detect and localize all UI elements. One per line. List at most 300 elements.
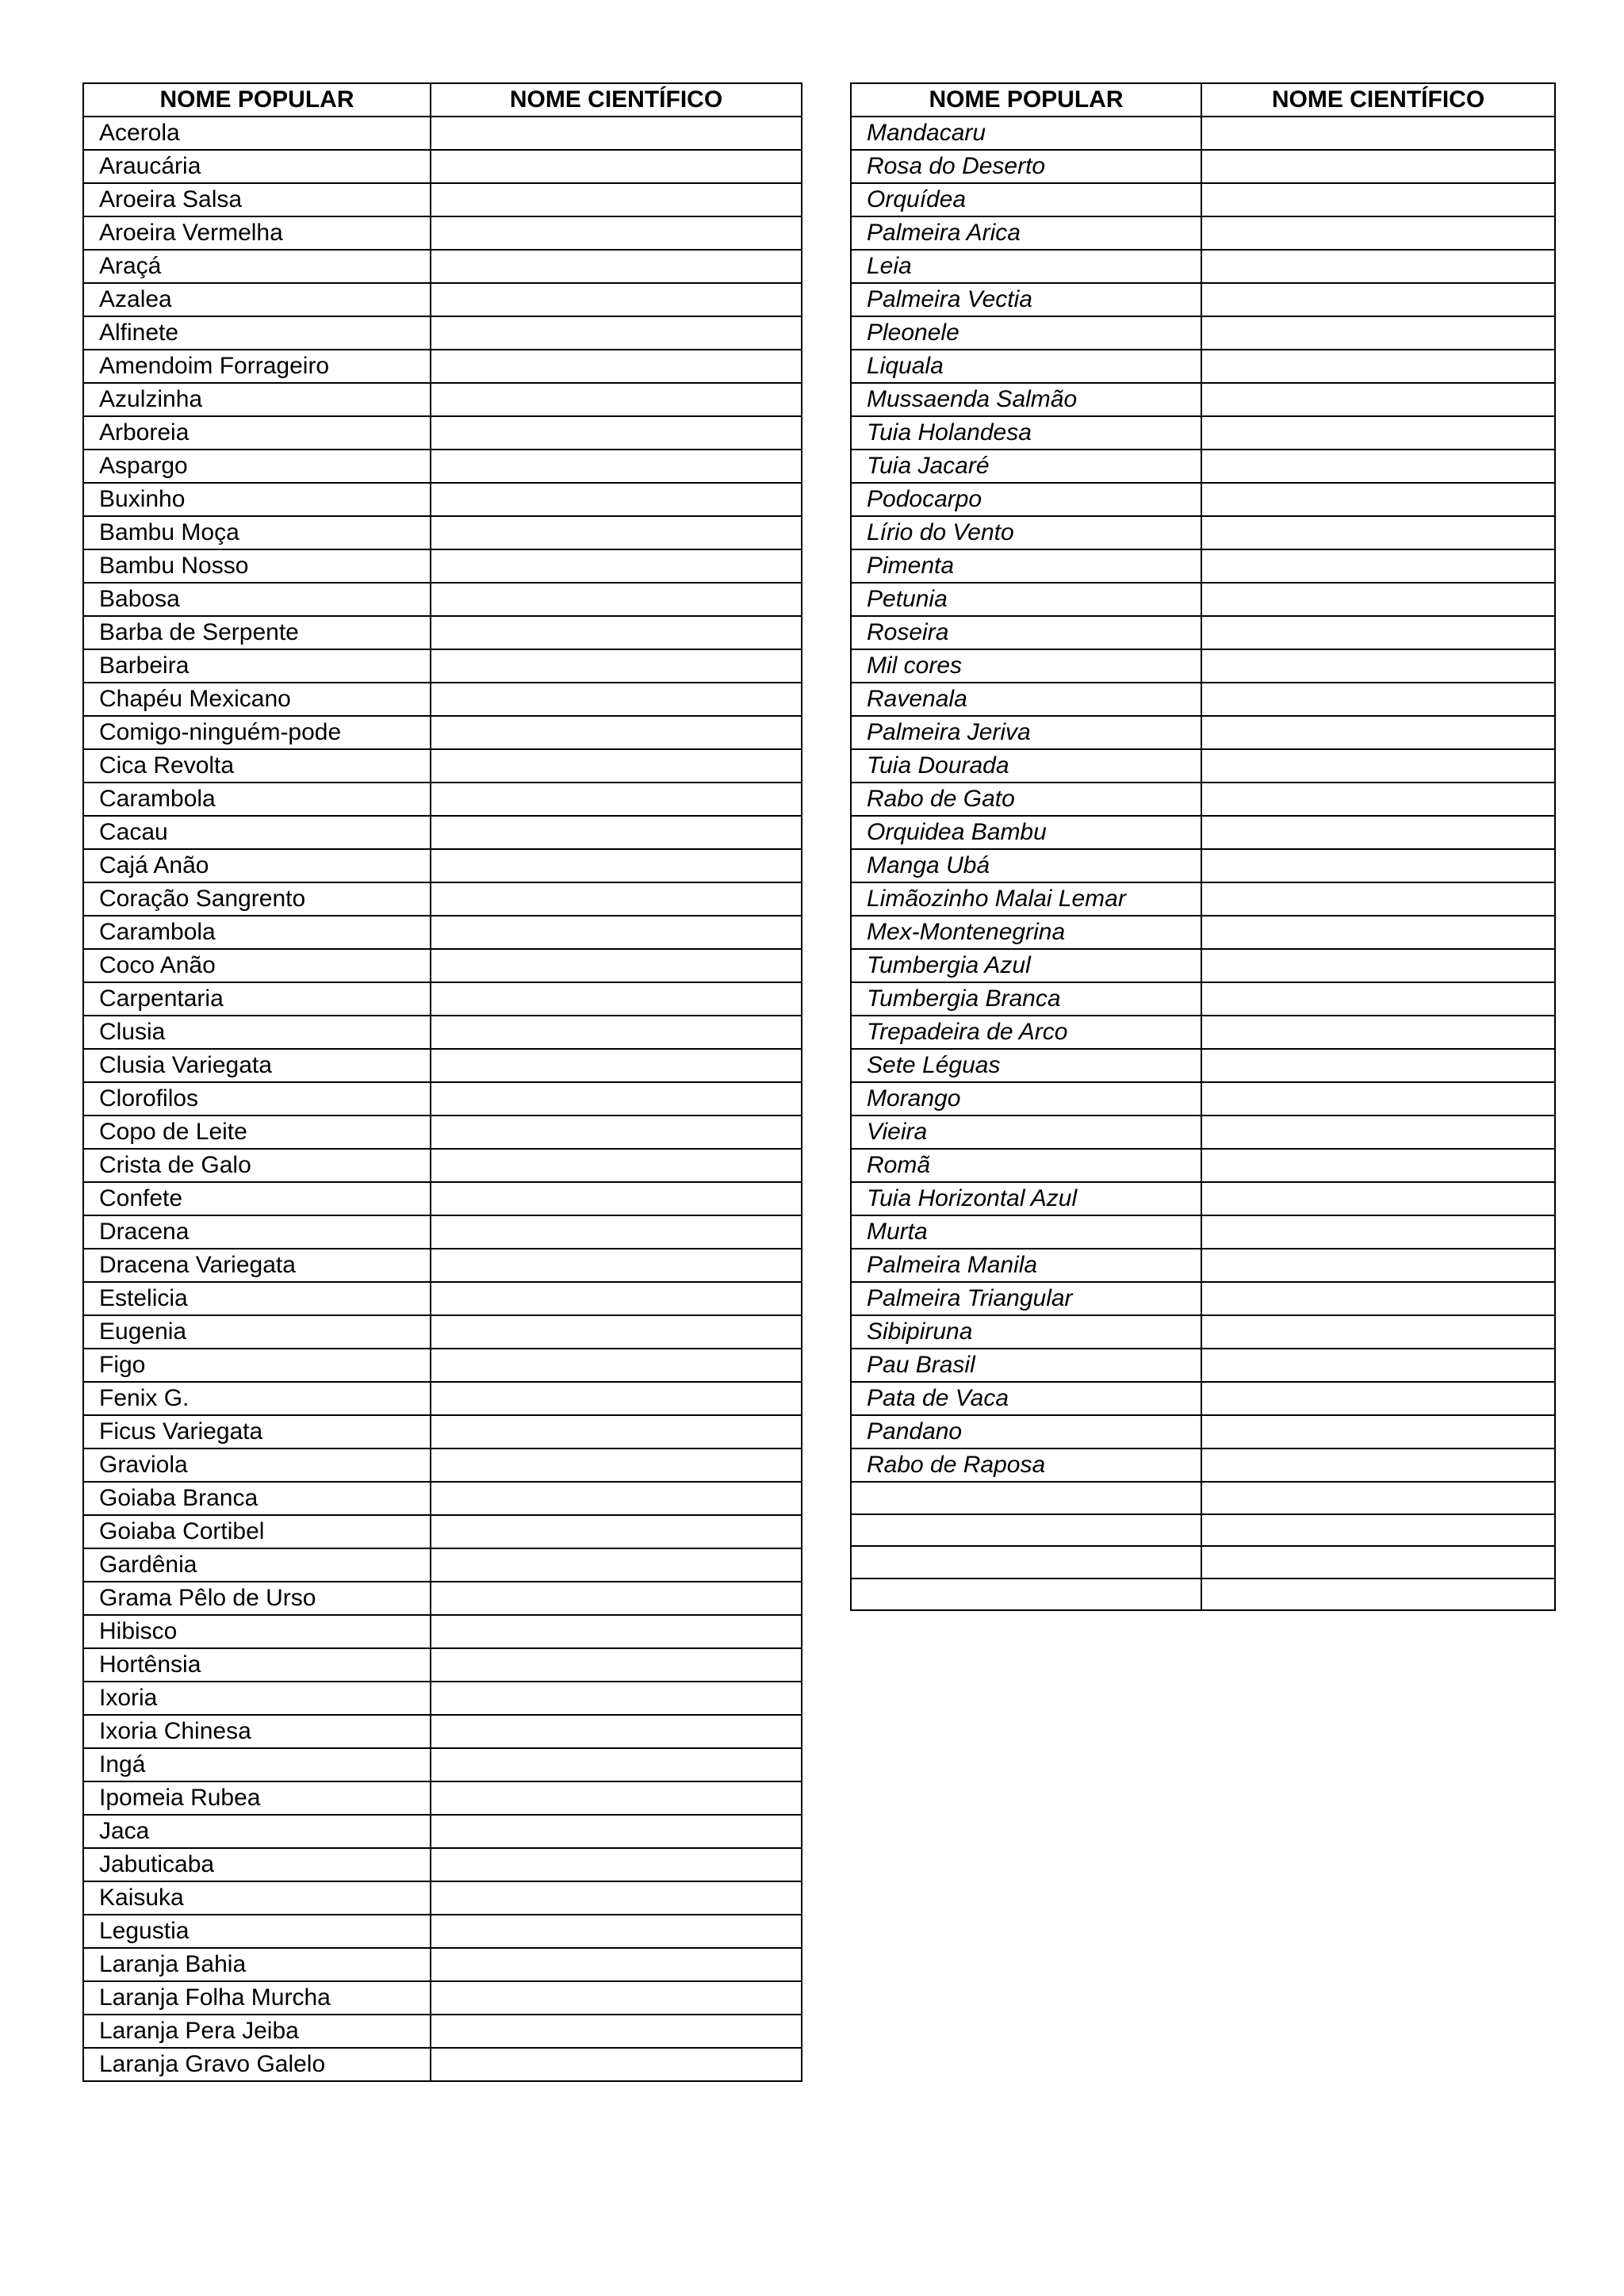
nome-popular-cell: Palmeira Triangular <box>851 1282 1201 1315</box>
nome-popular-cell: Romã <box>851 1149 1201 1182</box>
table-row <box>83 1648 802 1682</box>
table-row <box>83 1082 802 1115</box>
nome-popular-cell: Pimenta <box>851 549 1201 583</box>
nome-cientifico-cell[interactable] <box>1201 783 1555 816</box>
nome-cientifico-cell[interactable] <box>1201 1514 1555 1547</box>
table-row <box>83 1315 802 1349</box>
table-row <box>851 1578 1555 1611</box>
nome-cientifico-cell[interactable] <box>1201 1415 1555 1448</box>
nome-popular-cell: Chapéu Mexicano <box>83 683 431 716</box>
table-row <box>83 1881 802 1915</box>
nome-popular-cell: Orquídea <box>851 183 1201 216</box>
header-row <box>83 83 802 117</box>
nome-popular-cell: Dracena Variegata <box>83 1249 431 1282</box>
table-row <box>851 150 1555 183</box>
nome-cientifico-cell[interactable] <box>431 1215 802 1249</box>
nome-cientifico-cell[interactable] <box>1201 1182 1555 1215</box>
nome-cientifico-cell[interactable] <box>1201 1578 1555 1611</box>
nome-popular-cell: Mex-Montenegrina <box>851 916 1201 949</box>
table-row <box>83 183 802 216</box>
table-row <box>83 683 802 716</box>
nome-cientifico-cell[interactable] <box>431 1049 802 1082</box>
table-row <box>83 1448 802 1482</box>
nome-popular-cell: Vieira <box>851 1115 1201 1149</box>
nome-cientifico-cell[interactable] <box>431 783 802 816</box>
nome-popular-cell: Estelicia <box>83 1282 431 1315</box>
nome-cientifico-cell[interactable] <box>1201 716 1555 749</box>
table-row <box>83 1781 802 1815</box>
table-row <box>851 1546 1555 1578</box>
table-row <box>83 2015 802 2048</box>
nome-popular-cell: Sete Léguas <box>851 1049 1201 1082</box>
nome-cientifico-cell[interactable] <box>431 183 802 216</box>
nome-cientifico-cell[interactable] <box>1201 816 1555 849</box>
nome-popular-cell: Grama Pêlo de Urso <box>83 1582 431 1615</box>
nome-popular-cell: Bambu Moça <box>83 516 431 549</box>
nome-cientifico-cell[interactable] <box>431 1282 802 1315</box>
table-row <box>83 849 802 882</box>
nome-cientifico-cell[interactable] <box>431 383 802 416</box>
table-row <box>83 1815 802 1848</box>
table-row <box>83 1016 802 1049</box>
nome-popular-cell: Limãozinho Malai Lemar <box>851 882 1201 916</box>
nome-cientifico-cell[interactable] <box>1201 882 1555 916</box>
nome-popular-cell: Araucária <box>83 150 431 183</box>
nome-cientifico-cell[interactable] <box>1201 483 1555 516</box>
nome-cientifico-cell[interactable] <box>431 1515 802 1548</box>
nome-cientifico-cell[interactable] <box>1201 1049 1555 1082</box>
table-row <box>83 749 802 783</box>
table-row <box>83 1748 802 1781</box>
header-nome-popular: NOME POPULAR <box>83 83 431 117</box>
nome-cientifico-cell[interactable] <box>1201 416 1555 450</box>
nome-cientifico-cell[interactable] <box>1201 383 1555 416</box>
nome-cientifico-cell[interactable] <box>431 1915 802 1948</box>
nome-popular-cell: Kaisuka <box>83 1881 431 1915</box>
nome-cientifico-cell[interactable] <box>1201 1215 1555 1249</box>
table-row <box>83 1215 802 1249</box>
table-row <box>851 1082 1555 1115</box>
nome-cientifico-cell[interactable] <box>1201 1448 1555 1482</box>
nome-popular-cell: Tumbergia Azul <box>851 949 1201 982</box>
nome-cientifico-cell[interactable] <box>431 1016 802 1049</box>
nome-popular-cell: Hortênsia <box>83 1648 431 1682</box>
table-row <box>851 1315 1555 1349</box>
header-nome-popular: NOME POPULAR <box>851 83 1201 117</box>
nome-cientifico-cell[interactable] <box>431 1349 802 1382</box>
table-row <box>83 1582 802 1615</box>
table-row <box>83 316 802 350</box>
nome-popular-cell: Palmeira Manila <box>851 1249 1201 1282</box>
nome-cientifico-cell[interactable] <box>1201 216 1555 250</box>
nome-cientifico-cell[interactable] <box>431 916 802 949</box>
nome-popular-cell <box>851 1514 1201 1547</box>
table-row <box>83 483 802 516</box>
nome-popular-cell: Pata de Vaca <box>851 1382 1201 1415</box>
nome-popular-cell: Palmeira Arica <box>851 216 1201 250</box>
nome-cientifico-cell[interactable] <box>431 150 802 183</box>
nome-cientifico-cell[interactable] <box>431 1981 802 2015</box>
table-row <box>851 949 1555 982</box>
nome-cientifico-cell[interactable] <box>431 549 802 583</box>
table-row <box>83 616 802 649</box>
table-row <box>83 150 802 183</box>
nome-cientifico-cell[interactable] <box>1201 183 1555 216</box>
table-row <box>851 183 1555 216</box>
nome-cientifico-cell[interactable] <box>431 450 802 483</box>
table-row <box>83 882 802 916</box>
nome-popular-cell <box>851 1578 1201 1611</box>
nome-cientifico-cell[interactable] <box>431 1482 802 1515</box>
table-row <box>83 1948 802 1981</box>
nome-cientifico-cell[interactable] <box>431 1648 802 1682</box>
nome-cientifico-cell[interactable] <box>431 1249 802 1282</box>
table-row <box>83 716 802 749</box>
table-row <box>851 1282 1555 1315</box>
table-row <box>851 716 1555 749</box>
nome-cientifico-cell[interactable] <box>1201 916 1555 949</box>
table-row <box>83 1415 802 1448</box>
nome-popular-cell: Ipomeia Rubea <box>83 1781 431 1815</box>
nome-cientifico-cell[interactable] <box>1201 1282 1555 1315</box>
nome-cientifico-cell[interactable] <box>1201 117 1555 150</box>
nome-popular-cell: Clusia Variegata <box>83 1049 431 1082</box>
nome-cientifico-cell[interactable] <box>431 483 802 516</box>
table-row <box>851 816 1555 849</box>
nome-popular-cell: Ixoria <box>83 1682 431 1715</box>
nome-cientifico-cell[interactable] <box>431 716 802 749</box>
nome-cientifico-cell[interactable] <box>431 1815 802 1848</box>
table-row <box>83 1249 802 1282</box>
nome-cientifico-cell[interactable] <box>431 1848 802 1881</box>
nome-popular-cell: Carpentaria <box>83 982 431 1016</box>
nome-popular-cell: Barba de Serpente <box>83 616 431 649</box>
nome-cientifico-cell[interactable] <box>1201 250 1555 283</box>
nome-cientifico-cell[interactable] <box>1201 1249 1555 1282</box>
nome-popular-cell: Rosa do Deserto <box>851 150 1201 183</box>
nome-cientifico-cell[interactable] <box>431 1415 802 1448</box>
nome-cientifico-cell[interactable] <box>1201 283 1555 316</box>
table-row <box>83 916 802 949</box>
nome-cientifico-cell[interactable] <box>1201 982 1555 1016</box>
nome-popular-cell: Legustia <box>83 1915 431 1948</box>
table-row <box>83 350 802 383</box>
table-row <box>851 549 1555 583</box>
nome-popular-cell: Goiaba Branca <box>83 1482 431 1515</box>
nome-cientifico-cell[interactable] <box>431 849 802 882</box>
nome-popular-cell: Araçá <box>83 250 431 283</box>
nome-popular-cell: Laranja Bahia <box>83 1948 431 1981</box>
nome-popular-cell: Rabo de Raposa <box>851 1448 1201 1482</box>
table-row <box>851 250 1555 283</box>
table-row <box>851 1514 1555 1547</box>
nome-popular-cell: Clorofilos <box>83 1082 431 1115</box>
table-row <box>851 1049 1555 1082</box>
table-row <box>83 1515 802 1548</box>
nome-popular-cell: Gardênia <box>83 1548 431 1582</box>
table-row <box>851 1149 1555 1182</box>
nome-cientifico-cell[interactable] <box>431 350 802 383</box>
table-row <box>851 1182 1555 1215</box>
table-row <box>851 1349 1555 1382</box>
nome-cientifico-cell[interactable] <box>431 250 802 283</box>
nome-cientifico-cell[interactable] <box>1201 1016 1555 1049</box>
nome-cientifico-cell[interactable] <box>1201 316 1555 350</box>
nome-popular-cell: Palmeira Jeriva <box>851 716 1201 749</box>
nome-popular-cell: Graviola <box>83 1448 431 1482</box>
nome-popular-cell: Aroeira Vermelha <box>83 216 431 250</box>
table-row <box>851 616 1555 649</box>
nome-cientifico-cell[interactable] <box>431 516 802 549</box>
nome-cientifico-cell[interactable] <box>1201 150 1555 183</box>
table-row <box>851 516 1555 549</box>
nome-cientifico-cell[interactable] <box>1201 1082 1555 1115</box>
nome-popular-cell: Tuia Dourada <box>851 749 1201 783</box>
table-row <box>83 1282 802 1315</box>
nome-popular-cell: Bambu Nosso <box>83 549 431 583</box>
nome-popular-cell: Pleonele <box>851 316 1201 350</box>
nome-cientifico-cell[interactable] <box>431 117 802 150</box>
nome-popular-cell: Laranja Gravo Galelo <box>83 2048 431 2081</box>
table-row <box>83 1915 802 1948</box>
nome-cientifico-cell[interactable] <box>1201 649 1555 683</box>
nome-cientifico-cell[interactable] <box>1201 583 1555 616</box>
nome-cientifico-cell[interactable] <box>431 882 802 916</box>
table-row <box>851 316 1555 350</box>
table-row <box>851 1215 1555 1249</box>
table-row <box>851 1249 1555 1282</box>
table-row <box>851 849 1555 882</box>
nome-cientifico-cell[interactable] <box>431 616 802 649</box>
nome-cientifico-cell[interactable] <box>1201 616 1555 649</box>
nome-cientifico-cell[interactable] <box>431 1582 802 1615</box>
nome-popular-cell: Carambola <box>83 783 431 816</box>
nome-popular-cell: Palmeira Vectia <box>851 283 1201 316</box>
table-row <box>83 1615 802 1648</box>
table-row <box>83 1482 802 1515</box>
table-row <box>83 1682 802 1715</box>
table-row <box>83 549 802 583</box>
table-row <box>83 982 802 1016</box>
nome-popular-cell: Buxinho <box>83 483 431 516</box>
nome-cientifico-cell[interactable] <box>431 949 802 982</box>
table-row <box>851 117 1555 150</box>
nome-popular-cell: Rabo de Gato <box>851 783 1201 816</box>
table-row <box>83 1981 802 2015</box>
table-body <box>851 117 1555 1610</box>
nome-popular-cell: Copo de Leite <box>83 1115 431 1149</box>
nome-cientifico-cell[interactable] <box>1201 1382 1555 1415</box>
nome-popular-cell: Manga Ubá <box>851 849 1201 882</box>
nome-popular-cell: Goiaba Cortibel <box>83 1515 431 1548</box>
table-row <box>83 250 802 283</box>
nome-popular-cell: Cacau <box>83 816 431 849</box>
nome-cientifico-cell[interactable] <box>431 283 802 316</box>
table-row <box>83 1848 802 1881</box>
nome-popular-cell: Confete <box>83 1182 431 1215</box>
nome-cientifico-cell[interactable] <box>1201 450 1555 483</box>
nome-popular-cell: Tuia Horizontal Azul <box>851 1182 1201 1215</box>
table-row <box>83 450 802 483</box>
nome-popular-cell: Petunia <box>851 583 1201 616</box>
plant-table-right <box>850 82 1556 1611</box>
table-row <box>83 649 802 683</box>
nome-popular-cell: Tuia Jacaré <box>851 450 1201 483</box>
table-row <box>83 383 802 416</box>
nome-cientifico-cell[interactable] <box>431 816 802 849</box>
nome-cientifico-cell[interactable] <box>1201 1482 1555 1514</box>
nome-cientifico-cell[interactable] <box>1201 749 1555 783</box>
nome-cientifico-cell[interactable] <box>431 2048 802 2081</box>
nome-cientifico-cell[interactable] <box>1201 949 1555 982</box>
nome-popular-cell: Comigo-ninguém-pode <box>83 716 431 749</box>
nome-popular-cell <box>851 1482 1201 1514</box>
nome-popular-cell: Arboreia <box>83 416 431 450</box>
header-nome-cientifico: NOME CIENTÍFICO <box>1201 83 1555 117</box>
nome-cientifico-cell[interactable] <box>431 1682 802 1715</box>
nome-cientifico-cell[interactable] <box>431 1082 802 1115</box>
nome-popular-cell: Amendoim Forrageiro <box>83 350 431 383</box>
nome-popular-cell: Liquala <box>851 350 1201 383</box>
nome-popular-cell: Cica Revolta <box>83 749 431 783</box>
nome-cientifico-cell[interactable] <box>431 216 802 250</box>
nome-cientifico-cell[interactable] <box>431 1948 802 1981</box>
nome-cientifico-cell[interactable] <box>431 982 802 1016</box>
table-row <box>83 1149 802 1182</box>
table-row <box>83 2048 802 2081</box>
nome-cientifico-cell[interactable] <box>431 1182 802 1215</box>
nome-popular-cell: Babosa <box>83 583 431 616</box>
table-row <box>851 350 1555 383</box>
nome-popular-cell: Eugenia <box>83 1315 431 1349</box>
nome-cientifico-cell[interactable] <box>1201 549 1555 583</box>
nome-cientifico-cell[interactable] <box>1201 1115 1555 1149</box>
nome-cientifico-cell[interactable] <box>431 1315 802 1349</box>
table-row <box>851 916 1555 949</box>
nome-cientifico-cell[interactable] <box>431 416 802 450</box>
nome-popular-cell: Mandacaru <box>851 117 1201 150</box>
nome-cientifico-cell[interactable] <box>1201 849 1555 882</box>
nome-popular-cell: Aspargo <box>83 450 431 483</box>
nome-popular-cell: Barbeira <box>83 649 431 683</box>
nome-cientifico-cell[interactable] <box>1201 1149 1555 1182</box>
table-row <box>851 283 1555 316</box>
nome-popular-cell: Jaca <box>83 1815 431 1848</box>
table-row <box>83 949 802 982</box>
nome-popular-cell: Ingá <box>83 1748 431 1781</box>
nome-popular-cell: Mil cores <box>851 649 1201 683</box>
nome-popular-cell: Jabuticaba <box>83 1848 431 1881</box>
nome-cientifico-cell[interactable] <box>431 1448 802 1482</box>
nome-popular-cell: Dracena <box>83 1215 431 1249</box>
nome-cientifico-cell[interactable] <box>431 1748 802 1781</box>
table-row <box>851 383 1555 416</box>
nome-cientifico-cell[interactable] <box>431 1382 802 1415</box>
nome-popular-cell: Laranja Folha Murcha <box>83 1981 431 2015</box>
nome-popular-cell <box>851 1546 1201 1578</box>
table-row <box>851 683 1555 716</box>
nome-popular-cell: Coco Anão <box>83 949 431 982</box>
table-row <box>83 416 802 450</box>
nome-cientifico-cell[interactable] <box>431 1548 802 1582</box>
nome-popular-cell: Acerola <box>83 117 431 150</box>
table-row <box>83 516 802 549</box>
table-row <box>851 1382 1555 1415</box>
nome-cientifico-cell[interactable] <box>1201 1349 1555 1382</box>
nome-cientifico-cell[interactable] <box>431 316 802 350</box>
nome-popular-cell: Lírio do Vento <box>851 516 1201 549</box>
nome-cientifico-cell[interactable] <box>431 649 802 683</box>
table-row <box>851 416 1555 450</box>
table-row <box>851 783 1555 816</box>
table-row <box>83 1049 802 1082</box>
nome-popular-cell: Morango <box>851 1082 1201 1115</box>
nome-cientifico-cell[interactable] <box>431 583 802 616</box>
nome-popular-cell: Ravenala <box>851 683 1201 716</box>
header-row <box>851 83 1555 117</box>
nome-cientifico-cell[interactable] <box>431 749 802 783</box>
nome-popular-cell: Azulzinha <box>83 383 431 416</box>
nome-cientifico-cell[interactable] <box>431 1615 802 1648</box>
table-row <box>83 1715 802 1748</box>
nome-cientifico-cell[interactable] <box>1201 350 1555 383</box>
nome-cientifico-cell[interactable] <box>431 1781 802 1815</box>
nome-cientifico-cell[interactable] <box>431 1881 802 1915</box>
nome-popular-cell: Hibisco <box>83 1615 431 1648</box>
nome-popular-cell: Clusia <box>83 1016 431 1049</box>
nome-cientifico-cell[interactable] <box>1201 1546 1555 1578</box>
nome-cientifico-cell[interactable] <box>431 1115 802 1149</box>
nome-popular-cell: Mussaenda Salmão <box>851 383 1201 416</box>
table-body <box>83 117 802 2081</box>
nome-popular-cell: Crista de Galo <box>83 1149 431 1182</box>
nome-cientifico-cell[interactable] <box>431 1149 802 1182</box>
table-row <box>83 583 802 616</box>
table-row <box>851 1448 1555 1482</box>
table-row <box>851 450 1555 483</box>
table-row <box>83 117 802 150</box>
nome-popular-cell: Ixoria Chinesa <box>83 1715 431 1748</box>
nome-cientifico-cell[interactable] <box>431 683 802 716</box>
nome-popular-cell: Tuia Holandesa <box>851 416 1201 450</box>
nome-cientifico-cell[interactable] <box>1201 516 1555 549</box>
nome-popular-cell: Pandano <box>851 1415 1201 1448</box>
nome-popular-cell: Aroeira Salsa <box>83 183 431 216</box>
nome-popular-cell: Fenix G. <box>83 1382 431 1415</box>
table-row <box>851 649 1555 683</box>
nome-cientifico-cell[interactable] <box>1201 683 1555 716</box>
table-row <box>83 783 802 816</box>
nome-popular-cell: Sibipiruna <box>851 1315 1201 1349</box>
table-row <box>851 216 1555 250</box>
header-nome-cientifico: NOME CIENTÍFICO <box>431 83 802 117</box>
table-row <box>851 1415 1555 1448</box>
table-row <box>83 1115 802 1149</box>
table-row <box>83 1182 802 1215</box>
nome-popular-cell: Podocarpo <box>851 483 1201 516</box>
nome-cientifico-cell[interactable] <box>431 2015 802 2048</box>
nome-popular-cell: Tumbergia Branca <box>851 982 1201 1016</box>
nome-popular-cell: Coração Sangrento <box>83 882 431 916</box>
nome-popular-cell: Pau Brasil <box>851 1349 1201 1382</box>
nome-popular-cell: Carambola <box>83 916 431 949</box>
table-row <box>851 749 1555 783</box>
nome-popular-cell: Ficus Variegata <box>83 1415 431 1448</box>
nome-popular-cell: Figo <box>83 1349 431 1382</box>
nome-cientifico-cell[interactable] <box>1201 1315 1555 1349</box>
table-row <box>851 982 1555 1016</box>
nome-cientifico-cell[interactable] <box>431 1715 802 1748</box>
